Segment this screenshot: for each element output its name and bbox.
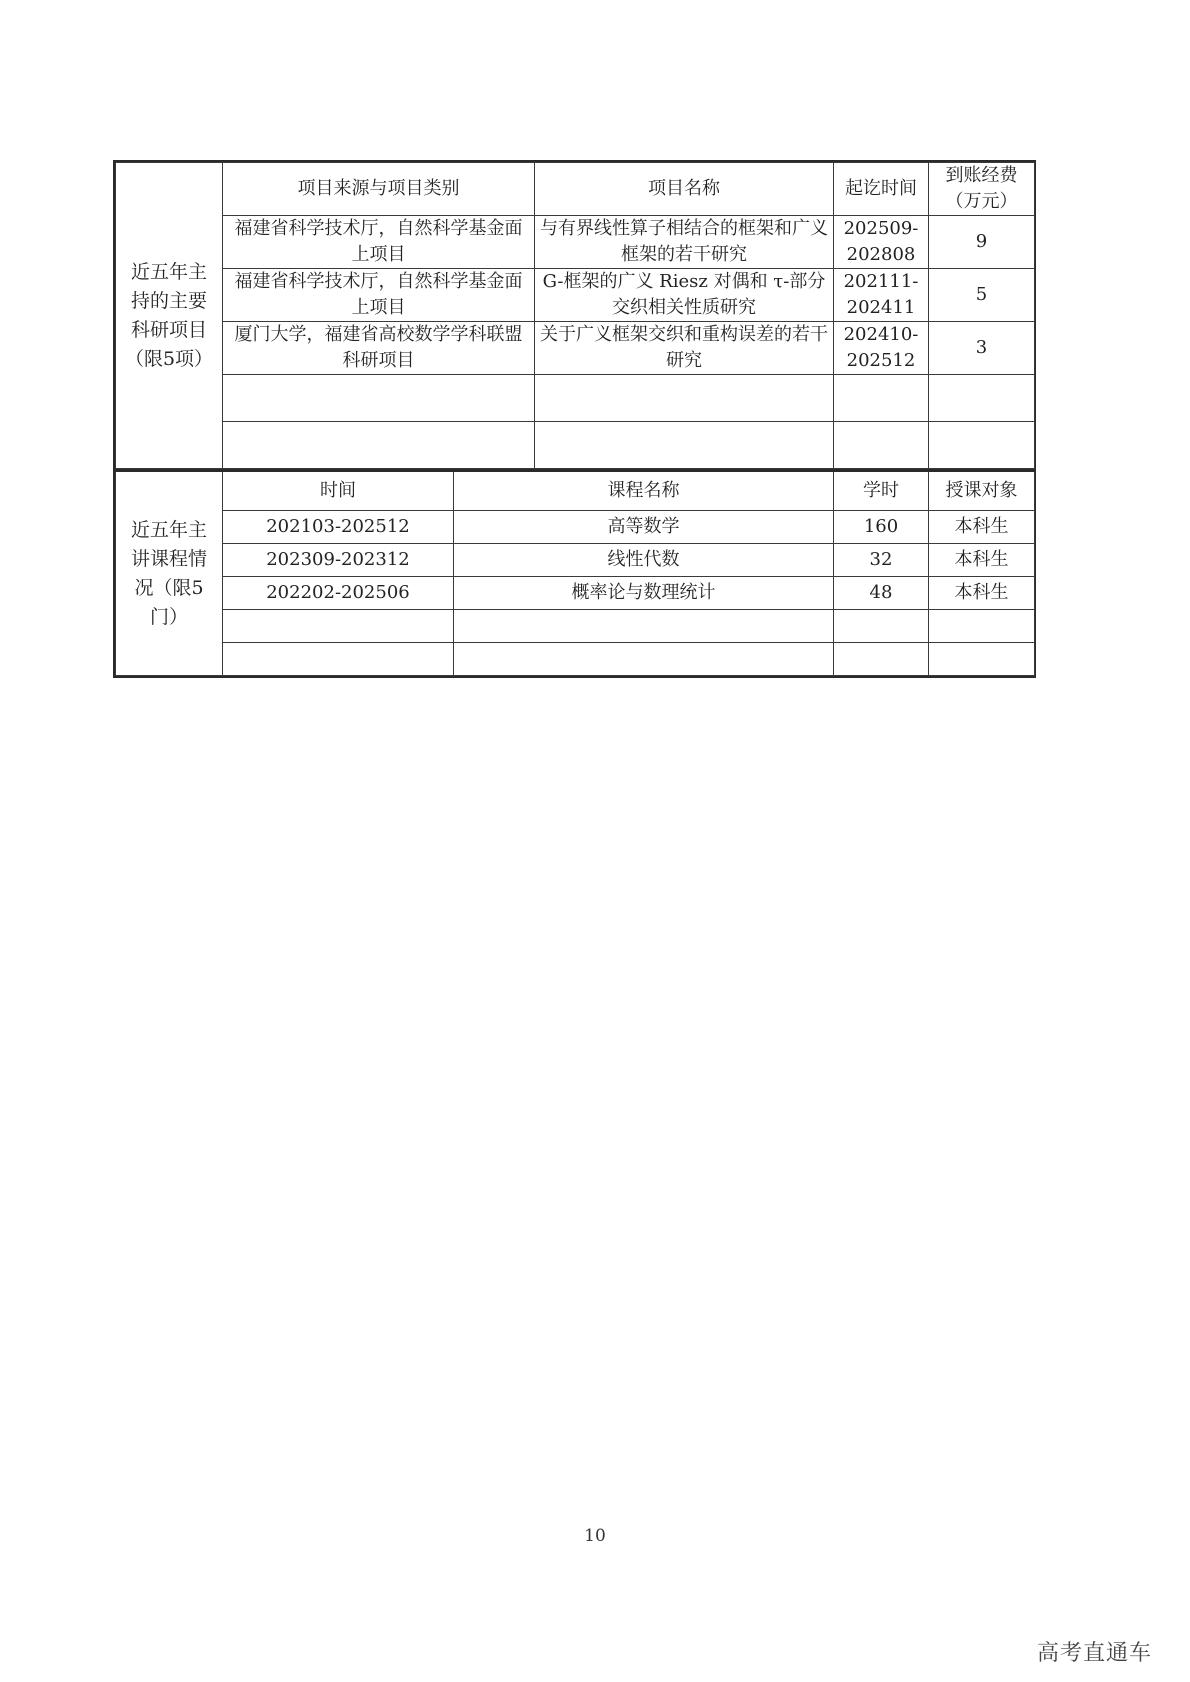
course-row bbox=[116, 577, 1035, 610]
course-time: 202309-202312 bbox=[223, 544, 454, 577]
empty-cell bbox=[929, 643, 1035, 676]
course-name: 高等数学 bbox=[454, 511, 834, 544]
course-audience: 本科生 bbox=[929, 544, 1035, 577]
project-row bbox=[116, 322, 1035, 375]
courses-section-label: 近五年主讲课程情况（限5门） bbox=[116, 471, 223, 676]
empty-cell bbox=[834, 375, 929, 422]
header-project-source: 项目来源与项目类别 bbox=[223, 163, 535, 216]
empty-cell bbox=[535, 422, 834, 469]
courses-table bbox=[115, 469, 1035, 676]
header-course-time: 时间 bbox=[223, 471, 454, 511]
project-period: 202410-202512 bbox=[834, 322, 929, 375]
empty-cell bbox=[929, 375, 1035, 422]
project-period: 202111-202411 bbox=[834, 269, 929, 322]
empty-cell bbox=[454, 610, 834, 643]
project-period: 202509-202808 bbox=[834, 216, 929, 269]
course-name: 概率论与数理统计 bbox=[454, 577, 834, 610]
empty-cell bbox=[454, 643, 834, 676]
empty-cell bbox=[223, 610, 454, 643]
header-course-audience: 授课对象 bbox=[929, 471, 1035, 511]
project-row bbox=[116, 216, 1035, 269]
empty-cell bbox=[223, 422, 535, 469]
empty-cell bbox=[834, 610, 929, 643]
project-name: 关于广义框架交织和重构误差的若干研究 bbox=[535, 322, 834, 375]
course-time: 202202-202506 bbox=[223, 577, 454, 610]
watermark-text: 高考直通车 bbox=[1036, 1641, 1152, 1666]
empty-cell bbox=[929, 610, 1035, 643]
course-empty-row bbox=[116, 610, 1035, 643]
project-funding: 5 bbox=[929, 269, 1035, 322]
project-source: 福建省科学技术厅，自然科学基金面上项目 bbox=[223, 216, 535, 269]
project-funding: 9 bbox=[929, 216, 1035, 269]
course-hours: 32 bbox=[834, 544, 929, 577]
course-empty-row bbox=[116, 643, 1035, 676]
course-audience: 本科生 bbox=[929, 511, 1035, 544]
project-source: 厦门大学，福建省高校数学学科联盟科研项目 bbox=[223, 322, 535, 375]
course-hours: 160 bbox=[834, 511, 929, 544]
empty-cell bbox=[535, 375, 834, 422]
course-time: 202103-202512 bbox=[223, 511, 454, 544]
header-course-name: 课程名称 bbox=[454, 471, 834, 511]
course-row bbox=[116, 544, 1035, 577]
empty-cell bbox=[929, 422, 1035, 469]
courses-header-row bbox=[116, 471, 1035, 511]
course-audience: 本科生 bbox=[929, 577, 1035, 610]
header-project-period: 起讫时间 bbox=[834, 163, 929, 216]
empty-cell bbox=[834, 643, 929, 676]
projects-section-label: 近五年主持的主要科研项目（限5项） bbox=[116, 163, 223, 469]
project-row bbox=[116, 269, 1035, 322]
header-course-hours: 学时 bbox=[834, 471, 929, 511]
project-funding: 3 bbox=[929, 322, 1035, 375]
empty-cell bbox=[223, 375, 535, 422]
project-source: 福建省科学技术厅，自然科学基金面上项目 bbox=[223, 269, 535, 322]
empty-cell bbox=[834, 422, 929, 469]
course-name: 线性代数 bbox=[454, 544, 834, 577]
project-empty-row bbox=[116, 375, 1035, 422]
course-row bbox=[116, 511, 1035, 544]
record-sheet bbox=[113, 160, 1036, 678]
project-name: G-框架的广义 Riesz 对偶和 τ-部分交织相关性质研究 bbox=[535, 269, 834, 322]
project-name: 与有界线性算子相结合的框架和广义框架的若干研究 bbox=[535, 216, 834, 269]
project-empty-row bbox=[116, 422, 1035, 469]
research-projects-table bbox=[115, 162, 1035, 469]
projects-header-row bbox=[116, 163, 1035, 216]
course-hours: 48 bbox=[834, 577, 929, 610]
empty-cell bbox=[223, 643, 454, 676]
header-project-name: 项目名称 bbox=[535, 163, 834, 216]
header-project-funding: 到账经费（万元） bbox=[929, 163, 1035, 216]
page-number: 10 bbox=[584, 1526, 606, 1546]
